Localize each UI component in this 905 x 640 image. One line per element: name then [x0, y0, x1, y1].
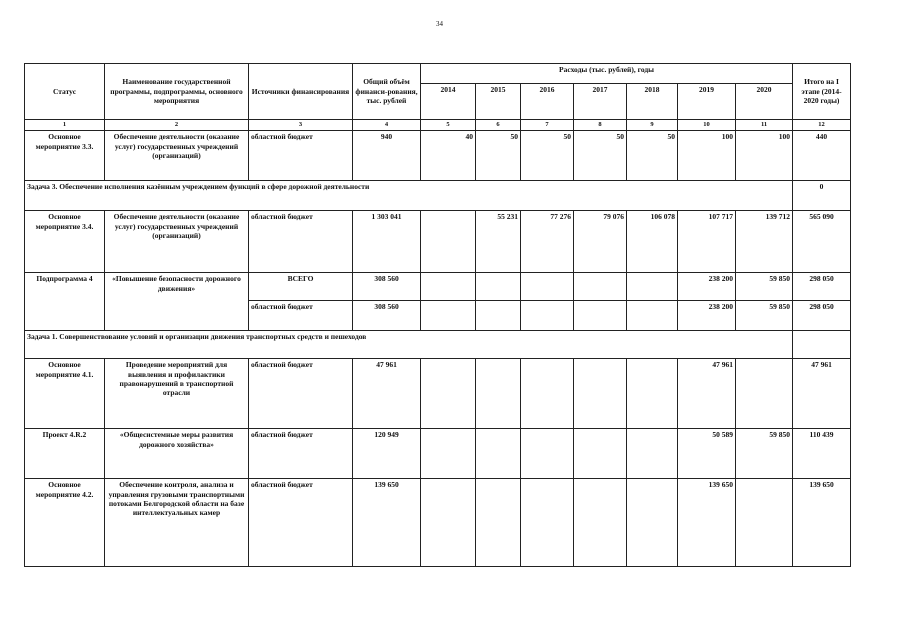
- name-cell: Проведение мероприятий для выявления и профилактики правонарушений в транспортной отрасли: [105, 359, 249, 429]
- table-row: [25, 211, 851, 273]
- total-cell: 1 303 041: [353, 211, 421, 273]
- itog-cell: 110 439: [793, 429, 851, 479]
- year-value-2019: 238 200: [678, 301, 736, 331]
- source-cell: ВСЕГО: [249, 273, 353, 301]
- year-value-2015: [476, 301, 521, 331]
- year-header: 2016: [521, 84, 574, 120]
- year-value-2016: [521, 301, 574, 331]
- name-cell: Обеспечение контроля, анализа и управления грузовыми транспортными потоками Белгородской области на базе интеллектуальных камер: [105, 479, 249, 567]
- status-cell: Проект 4.R.2: [25, 429, 105, 479]
- source-cell: областной бюджет: [249, 479, 353, 567]
- table-row: [25, 181, 851, 211]
- year-header: 2020: [736, 84, 793, 120]
- year-value-2016: 50: [521, 131, 574, 181]
- table-row: [25, 273, 851, 301]
- year-value-2020: [736, 479, 793, 567]
- column-number: 3: [249, 120, 353, 131]
- year-header: 2018: [627, 84, 678, 120]
- source-cell: областной бюджет: [249, 359, 353, 429]
- itog-cell: 298 050: [793, 273, 851, 301]
- column-number: 4: [353, 120, 421, 131]
- header-itog: Итого на I этапе (2014-2020 годы): [793, 64, 851, 120]
- itog-cell: [793, 331, 851, 359]
- task-title: Задача 3. Обеспечение исполнения казённым учреждением функций в сфере дорожной деятельности: [25, 181, 793, 211]
- year-value-2020: 59 850: [736, 429, 793, 479]
- year-value-2014: [421, 301, 476, 331]
- year-header: 2019: [678, 84, 736, 120]
- year-value-2019: 139 650: [678, 479, 736, 567]
- year-value-2015: 50: [476, 131, 521, 181]
- task-title: Задача 1. Совершенствование условий и организации движения транспортных средств и пешеходов: [25, 331, 793, 359]
- source-cell: областной бюджет: [249, 131, 353, 181]
- year-value-2017: 79 076: [574, 211, 627, 273]
- year-value-2017: [574, 301, 627, 331]
- header-expenses: Расходы (тыс. рублей), годы: [421, 64, 793, 84]
- year-value-2017: 50: [574, 131, 627, 181]
- page-number: 34: [436, 20, 443, 28]
- year-value-2017: [574, 429, 627, 479]
- column-number: 6: [476, 120, 521, 131]
- year-header: 2014: [421, 84, 476, 120]
- name-cell: Обеспечение деятельности (оказание услуг) государственных учреждений (организаций): [105, 131, 249, 181]
- year-value-2020: 139 712: [736, 211, 793, 273]
- header-total: Общий объём финанси-рования, тыс. рублей: [353, 64, 421, 120]
- column-number: 7: [521, 120, 574, 131]
- year-value-2014: [421, 359, 476, 429]
- year-header: 2015: [476, 84, 521, 120]
- year-value-2015: [476, 479, 521, 567]
- name-cell: Обеспечение деятельности (оказание услуг) государственных учреждений (организаций): [105, 211, 249, 273]
- year-value-2018: [627, 429, 678, 479]
- year-value-2014: [421, 479, 476, 567]
- year-header: 2017: [574, 84, 627, 120]
- year-value-2019: 107 717: [678, 211, 736, 273]
- year-value-2015: [476, 359, 521, 429]
- year-value-2015: [476, 273, 521, 301]
- itog-cell: 440: [793, 131, 851, 181]
- source-cell: областной бюджет: [249, 301, 353, 331]
- year-value-2014: [421, 211, 476, 273]
- year-value-2018: [627, 479, 678, 567]
- column-number: 8: [574, 120, 627, 131]
- year-value-2019: 100: [678, 131, 736, 181]
- total-cell: 139 650: [353, 479, 421, 567]
- column-number: 9: [627, 120, 678, 131]
- name-cell: «Общесистемные меры развития дорожного хозяйства»: [105, 429, 249, 479]
- source-cell: областной бюджет: [249, 429, 353, 479]
- total-cell: 940: [353, 131, 421, 181]
- table-row: [25, 479, 851, 567]
- year-value-2018: 50: [627, 131, 678, 181]
- year-value-2018: [627, 301, 678, 331]
- header-source: Источники финансирования: [249, 64, 353, 120]
- year-value-2020: 59 850: [736, 301, 793, 331]
- name-cell: «Повышение безопасности дорожного движения»: [105, 273, 249, 331]
- year-value-2016: [521, 429, 574, 479]
- column-number: 12: [793, 120, 851, 131]
- year-value-2014: [421, 429, 476, 479]
- year-value-2017: [574, 273, 627, 301]
- year-value-2020: [736, 359, 793, 429]
- column-number: 2: [105, 120, 249, 131]
- status-cell: Основное мероприятие 3.3.: [25, 131, 105, 181]
- itog-cell: 565 090: [793, 211, 851, 273]
- itog-cell: 47 961: [793, 359, 851, 429]
- year-value-2016: [521, 479, 574, 567]
- status-cell: Основное мероприятие 4.1.: [25, 359, 105, 429]
- year-value-2016: [521, 273, 574, 301]
- total-cell: 120 949: [353, 429, 421, 479]
- status-cell: Основное мероприятие 3.4.: [25, 211, 105, 273]
- header-name: Наименование государственной программы, подпрограммы, основного мероприятия: [105, 64, 249, 120]
- total-cell: 308 560: [353, 273, 421, 301]
- total-cell: 47 961: [353, 359, 421, 429]
- year-value-2015: [476, 429, 521, 479]
- year-value-2019: 47 961: [678, 359, 736, 429]
- itog-cell: 0: [793, 181, 851, 211]
- table-row: [25, 429, 851, 479]
- column-number: 1: [25, 120, 105, 131]
- year-value-2014: 40: [421, 131, 476, 181]
- year-value-2016: 77 276: [521, 211, 574, 273]
- year-value-2014: [421, 273, 476, 301]
- table-row: [25, 359, 851, 429]
- column-number: 10: [678, 120, 736, 131]
- year-value-2018: [627, 273, 678, 301]
- column-number: 11: [736, 120, 793, 131]
- source-cell: областной бюджет: [249, 211, 353, 273]
- year-value-2018: 106 078: [627, 211, 678, 273]
- status-cell: Основное мероприятие 4.2.: [25, 479, 105, 567]
- year-value-2017: [574, 479, 627, 567]
- year-value-2018: [627, 359, 678, 429]
- status-cell: Подпрограмма 4: [25, 273, 105, 331]
- year-value-2016: [521, 359, 574, 429]
- year-value-2017: [574, 359, 627, 429]
- column-number: 5: [421, 120, 476, 131]
- table-row: [25, 331, 851, 359]
- header-status: Статус: [25, 64, 105, 120]
- year-value-2015: 55 231: [476, 211, 521, 273]
- total-cell: 308 560: [353, 301, 421, 331]
- budget-table: [24, 63, 851, 567]
- year-value-2019: 50 589: [678, 429, 736, 479]
- table-row: [25, 131, 851, 181]
- itog-cell: 298 050: [793, 301, 851, 331]
- year-value-2020: 100: [736, 131, 793, 181]
- itog-cell: 139 650: [793, 479, 851, 567]
- year-value-2020: 59 850: [736, 273, 793, 301]
- year-value-2019: 238 200: [678, 273, 736, 301]
